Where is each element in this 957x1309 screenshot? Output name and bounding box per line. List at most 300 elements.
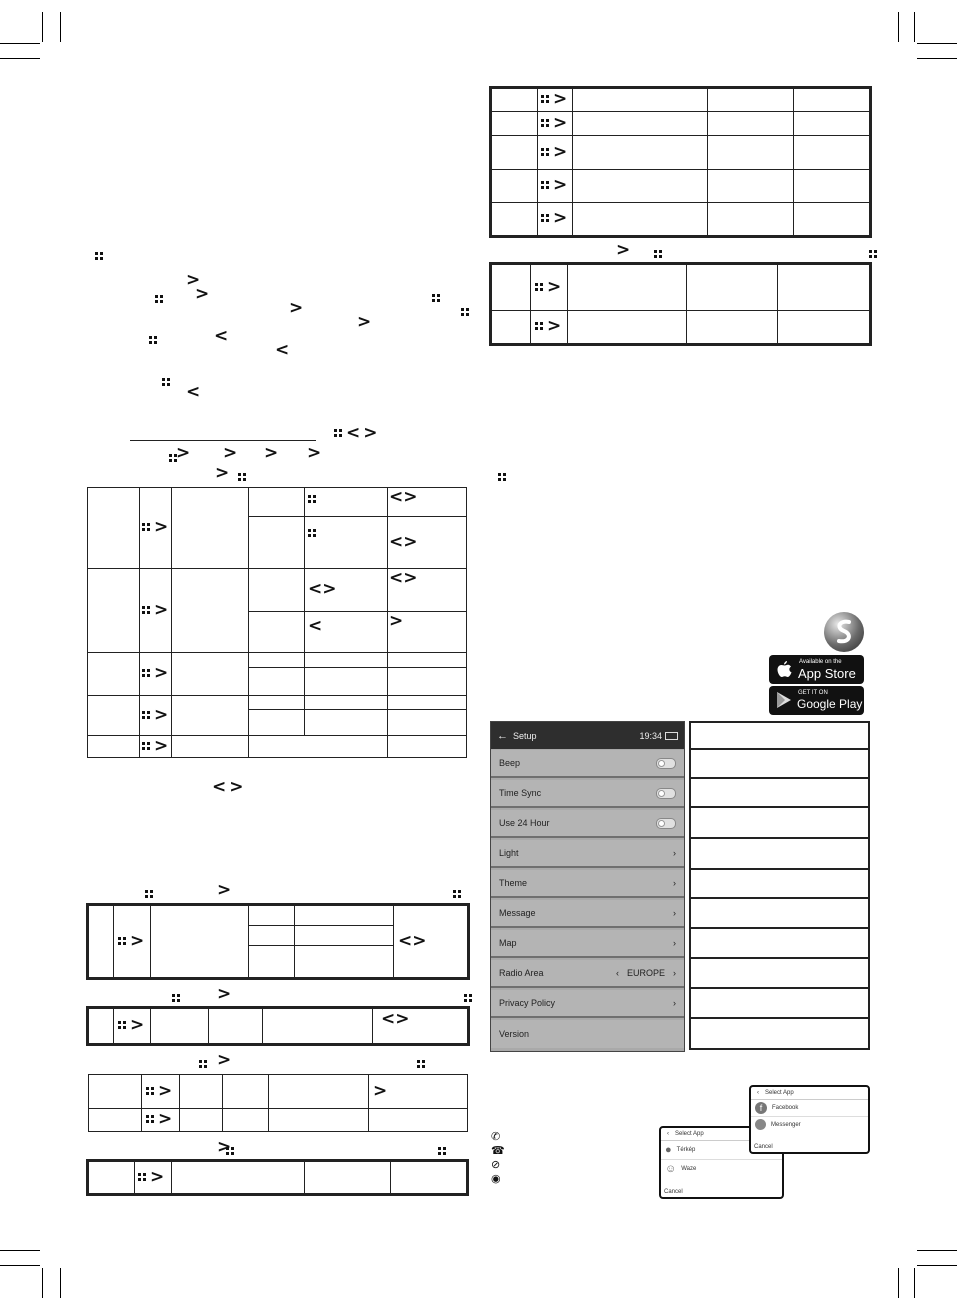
chevron-right-icon: >: [217, 1137, 232, 1157]
app-store-small-text: Available on the: [799, 659, 842, 665]
square-dots-icon: [535, 283, 544, 292]
table-cell: [388, 696, 467, 710]
chevron-left-icon: <: [381, 1009, 396, 1030]
app-store-badge[interactable]: [769, 655, 864, 684]
setting-row-radio-area[interactable]: [491, 960, 684, 988]
setting-label: Time Sync: [499, 788, 542, 798]
chevron-right-icon: >: [217, 984, 232, 1004]
toggle-switch[interactable]: [656, 788, 676, 799]
settings-table-right-1: [491, 88, 870, 236]
table-cell: [140, 488, 172, 569]
square-dots-icon: [172, 994, 181, 1003]
google-play-big-text: Google Play: [797, 697, 863, 711]
table-cell: [88, 569, 140, 653]
crop-mark: [917, 43, 957, 44]
chevron-right-icon: ›: [673, 878, 676, 888]
table-cell: [573, 89, 708, 112]
table-cell: [172, 1162, 305, 1194]
setting-label: Use 24 Hour: [499, 818, 550, 828]
chevron-right-icon: >: [150, 1166, 165, 1187]
chevron-right-icon: >: [553, 112, 568, 133]
chevron-left-icon[interactable]: ‹: [615, 968, 619, 978]
table-cell: [568, 311, 687, 344]
table-cell: [538, 89, 573, 112]
setup-screen: [490, 721, 685, 1052]
table-cell: [794, 136, 870, 170]
table-cell: [305, 517, 388, 569]
chevron-right-icon: >: [176, 443, 191, 463]
map-pin-icon: ●: [665, 1144, 672, 1156]
description-box: [689, 868, 870, 899]
status-icons: [491, 1130, 505, 1186]
table-cell: [249, 668, 305, 696]
chevron-right-icon: >: [154, 735, 169, 756]
app-option-label: Messenger: [771, 1121, 801, 1128]
table-cell: [708, 203, 794, 236]
table-cell: [180, 1075, 223, 1109]
chevron-right-icon: >: [229, 777, 244, 797]
chevron-right-icon: >: [547, 276, 562, 297]
table-cell: [388, 668, 467, 696]
table-cell: [140, 569, 172, 653]
square-dots-icon: [417, 1060, 426, 1069]
table-cell: [573, 112, 708, 136]
chevron-right-icon: >: [154, 517, 169, 537]
square-dots-icon: [541, 119, 550, 128]
chevron-left-icon: <: [308, 616, 323, 637]
popup-header: [751, 1087, 868, 1100]
chevron-right-icon: >: [547, 316, 562, 336]
cancel-button[interactable]: Cancel: [754, 1144, 773, 1150]
square-dots-icon: [308, 495, 317, 504]
table-cell: [794, 170, 870, 203]
table-cell: [492, 136, 538, 170]
table-cell: [388, 710, 467, 736]
square-dots-icon: [155, 295, 164, 304]
square-dots-icon: [541, 95, 550, 104]
table-cell: [295, 946, 394, 978]
app-option[interactable]: [661, 1160, 782, 1178]
square-dots-icon: [118, 1021, 127, 1030]
google-play-icon: [776, 691, 792, 709]
table-cell: [135, 1162, 172, 1194]
square-dots-icon: [869, 250, 878, 259]
table-cell: [249, 517, 305, 569]
table-cell: [89, 906, 114, 978]
table-cell: [778, 311, 870, 344]
description-box: [689, 777, 870, 808]
table-cell: [305, 612, 388, 653]
description-box: [689, 806, 870, 839]
square-dots-icon: [461, 308, 470, 317]
square-dots-icon: [498, 473, 507, 482]
chevron-right-icon: >: [412, 930, 427, 951]
button-sequence: [334, 425, 378, 442]
chevron-right-icon: >: [158, 1080, 173, 1101]
chevron-right-icon: >: [154, 599, 169, 620]
square-dots-icon: [138, 1173, 147, 1182]
chevron-left-icon: <: [389, 487, 404, 508]
table-cell: [369, 1109, 468, 1132]
setting-label: Radio Area: [499, 968, 544, 978]
square-dots-icon: [142, 669, 151, 678]
chevron-right-icon[interactable]: ›: [673, 968, 676, 978]
setting-label: Light: [499, 848, 519, 858]
table-cell: [89, 1075, 142, 1109]
chevron-left-icon: <: [186, 382, 201, 402]
table-cell: [492, 89, 538, 112]
chevron-left-icon: <: [389, 531, 404, 552]
google-play-small-text: GET IT ON: [798, 690, 828, 696]
description-box: [689, 837, 870, 870]
chevron-right-icon: >: [357, 312, 372, 332]
s-logo-icon: [824, 612, 864, 652]
table-cell: [573, 203, 708, 236]
facebook-icon: f: [755, 1102, 767, 1114]
table-cell: [538, 170, 573, 203]
table-cell: [373, 1009, 468, 1044]
cancel-button[interactable]: Cancel: [664, 1189, 683, 1195]
chevron-right-icon: >: [553, 89, 568, 109]
popup-title: Select App: [675, 1131, 704, 1137]
setting-row-24-hour[interactable]: [491, 810, 684, 838]
crop-mark: [914, 1268, 915, 1298]
settings-table-3: [88, 1008, 468, 1044]
square-dots-icon: [162, 378, 171, 387]
chevron-right-icon: >: [264, 443, 279, 463]
table-cell: [531, 311, 568, 344]
table-cell: [89, 1009, 114, 1044]
setting-label: Version: [499, 1029, 530, 1039]
chevron-right-icon: >: [289, 298, 304, 318]
settings-table-main: [87, 487, 467, 758]
crop-mark: [914, 12, 915, 42]
description-box: [689, 927, 870, 959]
table-cell: [708, 170, 794, 203]
chevron-right-icon: >: [403, 531, 418, 552]
table-cell: [794, 89, 870, 112]
waze-icon: ☺: [665, 1163, 677, 1175]
square-dots-icon: [142, 523, 151, 532]
chevron-right-icon: >: [186, 270, 201, 290]
chevron-right-icon: >: [553, 208, 568, 228]
table-cell: [531, 265, 568, 311]
setting-label: Beep: [499, 758, 521, 768]
crop-mark: [917, 58, 957, 59]
setting-row-privacy-policy[interactable]: [491, 990, 684, 1018]
battery-icon: [665, 732, 678, 740]
crop-mark: [0, 1265, 40, 1266]
table-cell: [388, 736, 467, 758]
settings-table-right-2: [491, 264, 870, 344]
app-option-label: Waze: [681, 1166, 697, 1172]
chevron-right-icon: >: [553, 175, 568, 195]
setup-header: [491, 722, 684, 749]
table-cell: [269, 1109, 369, 1132]
crop-mark: [917, 1250, 957, 1251]
table-cell: [295, 906, 394, 926]
square-dots-icon: [541, 214, 550, 223]
square-dots-icon: [535, 322, 544, 331]
table-cell: [794, 112, 870, 136]
square-dots-icon: [541, 148, 550, 157]
chevron-right-icon: >: [217, 1050, 232, 1070]
table-cell: [249, 612, 305, 653]
setting-row-message[interactable]: [491, 900, 684, 928]
setup-title: Setup: [513, 730, 537, 741]
table-cell: [249, 488, 305, 517]
setting-row-light[interactable]: [491, 840, 684, 868]
crop-mark: [42, 1268, 43, 1298]
table-cell: [269, 1075, 369, 1109]
table-cell: [249, 946, 295, 978]
table-cell: [369, 1075, 468, 1109]
table-cell: [249, 926, 295, 946]
toggle-switch[interactable]: [656, 758, 676, 769]
settings-table-4: [88, 1074, 468, 1132]
crop-mark: [0, 1250, 40, 1251]
chevron-right-icon: >: [553, 141, 568, 162]
table-cell: [180, 1109, 223, 1132]
crop-mark: [898, 1268, 899, 1298]
description-box: [689, 957, 870, 989]
table-cell: [223, 1109, 269, 1132]
chevron-right-icon: >: [403, 568, 418, 589]
back-arrow-icon[interactable]: ←: [497, 729, 508, 742]
setting-row-version[interactable]: [491, 1020, 684, 1048]
chevron-right-icon: ›: [673, 848, 676, 858]
app-option-label: Térkép: [676, 1147, 696, 1153]
table-cell: [305, 1162, 391, 1194]
table-cell: [538, 112, 573, 136]
table-cell: [249, 696, 305, 710]
settings-table-5: [88, 1161, 467, 1194]
chevron-left-icon: <: [308, 579, 323, 600]
table-cell: [223, 1075, 269, 1109]
table-cell: [88, 696, 140, 736]
table-cell: [140, 736, 172, 758]
table-cell: [538, 136, 573, 170]
setting-label: Theme: [499, 878, 528, 888]
chevron-right-icon: ›: [673, 938, 676, 948]
popup-title: Select App: [765, 1090, 794, 1096]
app-option[interactable]: [751, 1100, 868, 1117]
chevron-left-icon: <: [389, 568, 404, 589]
app-logo: [824, 612, 864, 652]
arrow-pair: [212, 779, 244, 796]
table-cell: [492, 265, 531, 311]
chevron-right-icon: >: [223, 443, 238, 463]
square-dots-icon: [146, 1115, 155, 1124]
chevron-right-icon: >: [616, 240, 631, 260]
setting-label: Privacy Policy: [499, 998, 556, 1008]
chevron-left-icon: <: [214, 326, 229, 346]
crop-mark: [60, 1268, 61, 1298]
chevron-left-icon: <: [212, 777, 227, 797]
chevron-right-icon: >: [395, 1009, 410, 1030]
table-cell: [88, 653, 140, 696]
chevron-right-icon: ›: [673, 998, 676, 1008]
table-cell: [708, 89, 794, 112]
chevron-right-icon: >: [130, 1015, 145, 1035]
google-play-badge[interactable]: [769, 686, 864, 715]
table-cell: [388, 517, 467, 569]
select-app-popup-front: [749, 1085, 870, 1154]
chevron-left-icon: <: [275, 340, 290, 360]
table-cell: [140, 653, 172, 696]
setting-row-beep[interactable]: [491, 750, 684, 778]
radio-area-value: EUROPE: [626, 968, 665, 978]
square-dots-icon: [438, 1147, 447, 1156]
gamepad-icon: ◉: [491, 1173, 501, 1185]
chevron-right-icon: >: [307, 443, 322, 463]
chevron-right-icon: >: [373, 1080, 388, 1101]
table-cell: [305, 710, 388, 736]
table-cell: [388, 653, 467, 668]
table-cell: [492, 311, 531, 344]
table-cell: [305, 653, 388, 668]
toggle-switch[interactable]: [656, 818, 676, 829]
table-cell: [538, 203, 573, 236]
square-dots-icon: [149, 336, 158, 345]
table-cell: [568, 265, 687, 311]
table-cell: [778, 265, 870, 311]
settings-table-2: [88, 905, 468, 978]
square-dots-icon: [95, 252, 104, 261]
chevron-right-icon: >: [322, 579, 337, 600]
crop-mark: [917, 1265, 957, 1266]
phone-icon: ☎: [491, 1145, 505, 1157]
chevron-right-icon: >: [158, 1109, 173, 1129]
messenger-icon: [755, 1119, 766, 1130]
table-cell: [492, 112, 538, 136]
table-cell: [249, 653, 305, 668]
setting-label: Map: [499, 938, 517, 948]
table-cell: [172, 488, 249, 569]
table-cell: [708, 136, 794, 170]
table-cell: [142, 1075, 180, 1109]
chevron-right-icon: >: [215, 463, 230, 483]
description-box: [689, 721, 870, 750]
table-cell: [687, 311, 778, 344]
chevron-right-icon: >: [154, 663, 169, 683]
table-cell: [305, 488, 388, 517]
table-cell: [88, 488, 140, 569]
table-cell: [394, 906, 468, 978]
chevron-left-icon[interactable]: ‹: [667, 1131, 669, 1137]
table-cell: [305, 696, 388, 710]
clock-text: 19:34: [639, 730, 662, 741]
table-cell: [249, 906, 295, 926]
app-option[interactable]: [751, 1117, 868, 1132]
table-cell: [687, 265, 778, 311]
table-cell: [492, 170, 538, 203]
chevron-right-icon: >: [154, 704, 169, 725]
table-cell: [305, 668, 388, 696]
table-cell: [573, 136, 708, 170]
table-cell: [388, 612, 467, 653]
table-cell: [388, 488, 467, 517]
table-cell: [172, 736, 249, 758]
table-cell: [263, 1009, 373, 1044]
table-cell: [295, 926, 394, 946]
square-dots-icon: [238, 473, 247, 482]
setting-row-map[interactable]: [491, 930, 684, 958]
square-dots-icon: [118, 937, 127, 946]
table-cell: [249, 736, 388, 758]
square-dots-icon: [142, 742, 151, 751]
square-dots-icon: [142, 606, 151, 615]
square-dots-icon: [146, 1087, 155, 1096]
chevron-right-icon: >: [130, 930, 145, 951]
chevron-right-icon: >: [403, 487, 418, 508]
chevron-left-icon: <: [398, 930, 413, 951]
table-cell: [391, 1162, 467, 1194]
instruction-icons: [0, 0, 470, 500]
setting-label: Message: [499, 908, 536, 918]
compass-icon: ⊘: [491, 1159, 501, 1171]
table-cell: [305, 569, 388, 612]
table-cell: [151, 906, 249, 978]
square-dots-icon: [541, 181, 550, 190]
table-cell: [388, 569, 467, 612]
square-dots-icon: [142, 711, 151, 720]
square-dots-icon: [145, 890, 154, 899]
table-cell: [492, 203, 538, 236]
setting-row-theme[interactable]: [491, 870, 684, 898]
table-cell: [172, 569, 249, 653]
setting-row-time-sync[interactable]: [491, 780, 684, 808]
apple-icon: [777, 660, 792, 678]
app-store-big-text: App Store: [798, 666, 856, 681]
table-cell: [249, 710, 305, 736]
description-box: [689, 748, 870, 779]
chevron-right-icon: >: [195, 284, 210, 304]
chevron-right-icon: ›: [673, 908, 676, 918]
table-cell: [142, 1109, 180, 1132]
square-dots-icon: [308, 529, 317, 538]
table-cell: [708, 112, 794, 136]
table-cell: [209, 1009, 263, 1044]
chevron-left-icon[interactable]: ‹: [757, 1090, 759, 1096]
description-box: [689, 1017, 870, 1050]
app-option-label: Facebook: [772, 1105, 799, 1111]
table-cell: [88, 736, 140, 758]
chevron-right-icon: >: [363, 423, 378, 443]
chevron-right-icon: >: [217, 880, 232, 900]
table-cell: [794, 203, 870, 236]
square-dots-icon: [334, 429, 343, 438]
square-dots-icon: [199, 1060, 208, 1069]
square-dots-icon: [432, 294, 441, 303]
table-cell: [89, 1162, 135, 1194]
voice-phone-icon: ✆: [491, 1131, 501, 1143]
underline-rule: [130, 440, 316, 441]
table-cell: [249, 569, 305, 612]
square-dots-icon: [654, 250, 663, 259]
square-dots-icon: [464, 994, 473, 1003]
chevron-right-icon: >: [389, 611, 404, 632]
crop-mark: [898, 12, 899, 42]
square-dots-icon: [453, 890, 462, 899]
table-cell: [573, 170, 708, 203]
table-cell: [172, 696, 249, 736]
description-box: [689, 897, 870, 929]
table-cell: [140, 696, 172, 736]
chevron-left-icon: <: [346, 423, 361, 443]
table-cell: [89, 1109, 142, 1132]
table-cell: [172, 653, 249, 696]
